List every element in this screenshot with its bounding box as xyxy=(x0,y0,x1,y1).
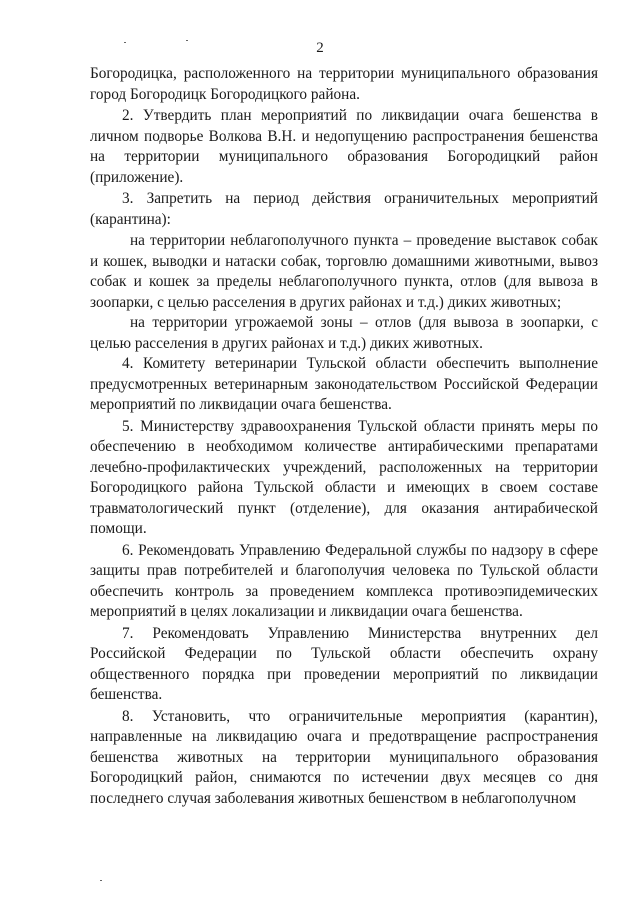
paragraph-5: 5. Министерству здравоохранения Тульской области принять меры по обеспечению в необходимом количестве антирабическими препаратами лечебно-профилактических учреждений, расположенных на территории Богородицкого района Тульской области и имеющих в своем составе травматологический пункт (отделение), для оказания антирабической помощи. xyxy=(90,417,598,537)
paragraph-continuation: Богородицка, расположенного на территории муниципального образования город Богородицк Богородицкого района. xyxy=(90,65,598,103)
page-number: 2 xyxy=(316,40,324,56)
paragraph-3-sub-2: на территории угрожаемой зоны – отлов (для вывоза в зоопарки, с целью расселения в других районах и т.д.) диких животных. xyxy=(90,314,598,352)
scan-speck xyxy=(186,40,188,41)
paragraph-4: 4. Комитету ветеринарии Тульской области обеспечить выполнение предусмотренных ветеринарным законодательством Российской Федерации мероприятий по ликвидации очага бешенства. xyxy=(90,355,598,413)
paragraph-3: 3. Запретить на период действия ограничительных мероприятий (карантина): xyxy=(90,190,598,228)
document-body xyxy=(90,64,598,810)
paragraph-8: 8. Установить, что ограничительные мероприятия (карантин), направленные на ликвидацию очага и предотвращение распространения бешенства животных на территории муниципального образования Богородицкий район, снимаются по истечении двух месяцев со дня последнего случая заболевания животных бешенством в неблагополучном xyxy=(90,707,598,807)
paragraph-7: 7. Рекомендовать Управлению Министерства внутренних дел Российской Федерации по Тульской области обеспечить охрану общественного порядка при проведении мероприятий по ликвидации бешенства. xyxy=(90,624,598,703)
scan-speck xyxy=(124,42,126,43)
scan-speck xyxy=(100,880,102,881)
paragraph-6: 6. Рекомендовать Управлению Федеральной службы по надзору в сфере защиты прав потребителей и благополучия человека по Тульской области обеспечить контроль за проведением комплекса противоэпидемических мероприятий в целях локализации и ликвидации очага бешенства. xyxy=(90,541,598,620)
paragraph-2: 2. Утвердить план мероприятий по ликвидации очага бешенства в личном подворье Волкова В.Н. и недопущению распространения бешенства на территории муниципального образования Богородицкий район (приложение). xyxy=(90,107,598,186)
paragraph-3-sub-1: на территории неблагополучного пункта – проведение выставок собак и кошек, выводки и натаски собак, торговлю домашними животными, вывоз собак и кошек за пределы неблагополучного пункта, отлов (для вывоза в зоопарки, с целью расселения в других районах и т.д.) диких животных; xyxy=(90,232,598,311)
